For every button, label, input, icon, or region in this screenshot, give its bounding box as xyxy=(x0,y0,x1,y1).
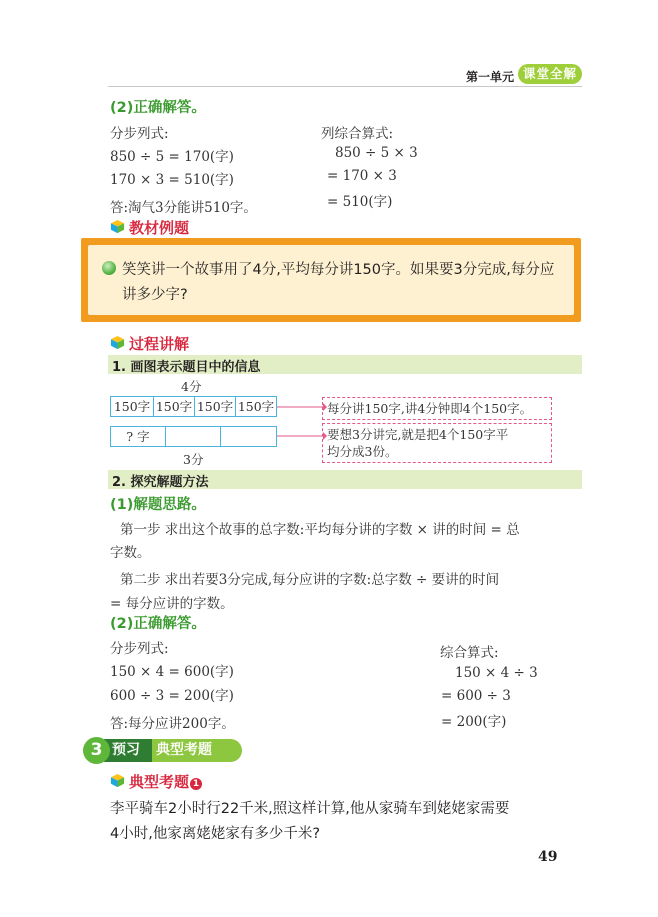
combined-line: 150 × 4 ÷ 3 xyxy=(455,665,538,681)
question-number-badge: 1 xyxy=(190,778,202,790)
section-pill: 课堂全解 xyxy=(518,64,582,84)
question-line: 李平骑车2小时行22千米,照这样计算,他从家骑车到姥姥家需要 xyxy=(110,801,510,817)
cube-icon xyxy=(110,335,125,350)
example-box xyxy=(81,238,581,322)
typical-question-title xyxy=(129,771,202,792)
unit-label: 第一单元 xyxy=(466,70,515,84)
stepwise-line: 170 × 3 = 510(字) xyxy=(110,172,234,188)
preview-banner-tag: 预习 xyxy=(104,739,152,762)
step2-title: 2. 探究解题方法 xyxy=(112,475,209,490)
diagram-cell: 150字 xyxy=(153,396,195,417)
combined-line: 850 ÷ 5 × 3 xyxy=(335,145,418,161)
diagram-cell xyxy=(165,426,221,447)
combined-label-2: 综合算式: xyxy=(440,645,499,661)
cube-icon xyxy=(110,219,125,234)
diagram-bottom-label: 3分 xyxy=(183,452,204,467)
step-first-line: 字数。 xyxy=(110,545,151,561)
cube-icon xyxy=(110,773,125,788)
preview-banner-number: 3 xyxy=(83,737,110,764)
diagram-cell: ? 字 xyxy=(110,426,166,447)
solve-heading-2: (2)正确解答。 xyxy=(110,616,206,632)
combined-label-1: 列综合算式: xyxy=(321,126,394,142)
step-second-line: = 每分应讲的字数。 xyxy=(110,596,234,612)
question-line: 4小时,他家离姥姥家有多少千米? xyxy=(110,826,321,842)
stepwise-line: 850 ÷ 5 = 170(字) xyxy=(110,149,234,165)
callout-bottom-line: 要想3分讲完,就是把4个150字平 xyxy=(327,427,509,442)
process-title: 过程讲解 xyxy=(129,335,190,353)
stepwise-label-2: 分步列式: xyxy=(110,641,169,657)
typical-question-label: 典型考题 xyxy=(129,773,190,791)
stepwise-line: 150 × 4 = 600(字) xyxy=(110,664,234,680)
stepwise-label-1: 分步列式: xyxy=(110,126,169,142)
callout-connector xyxy=(277,396,327,456)
callout-bottom xyxy=(322,423,552,463)
answer-2: 答:每分应讲200字。 xyxy=(110,716,235,732)
header-divider xyxy=(108,86,582,87)
diagram-cell: 150字 xyxy=(110,396,154,417)
example-text: 笑笑讲一个故事用了4分,平均每分讲150字。如果要3分完成,每分应讲多少字? xyxy=(122,262,555,303)
solve-heading-1: (2)正确解答。 xyxy=(110,100,206,116)
textbook-example-title: 教材例题 xyxy=(129,219,190,237)
diagram-top-label: 4分 xyxy=(181,379,202,394)
step1-title: 1. 画图表示题目中的信息 xyxy=(112,360,261,375)
idea-heading: (1)解题思路。 xyxy=(110,497,206,513)
combined-line: = 170 × 3 xyxy=(327,168,397,184)
stepwise-line: 600 ÷ 3 = 200(字) xyxy=(110,688,234,704)
page-number: 49 xyxy=(538,849,558,865)
step-first-line: 第一步 求出这个故事的总字数:平均每分讲的字数 × 讲的时间 = 总 xyxy=(120,522,520,538)
combined-line: = 510(字) xyxy=(327,194,393,210)
preview-banner-title: 典型考题 xyxy=(150,739,242,762)
callout-bottom-line: 均分成3份。 xyxy=(327,444,398,459)
callout-top: 每分讲150字,讲4分钟即4个150字。 xyxy=(322,397,552,420)
bullet-dot-icon xyxy=(102,261,116,275)
combined-line: = 200(字) xyxy=(441,714,507,730)
answer-1: 答:淘气3分能讲510字。 xyxy=(110,200,257,216)
diagram-cell: 150字 xyxy=(194,396,236,417)
combined-line: = 600 ÷ 3 xyxy=(441,688,511,704)
step-second-line: 第二步 求出若要3分完成,每分应讲的字数:总字数 ÷ 要讲的时间 xyxy=(120,572,500,588)
diagram-cell xyxy=(220,426,277,447)
diagram-cell: 150字 xyxy=(235,396,277,417)
example-box-inner xyxy=(88,245,574,315)
